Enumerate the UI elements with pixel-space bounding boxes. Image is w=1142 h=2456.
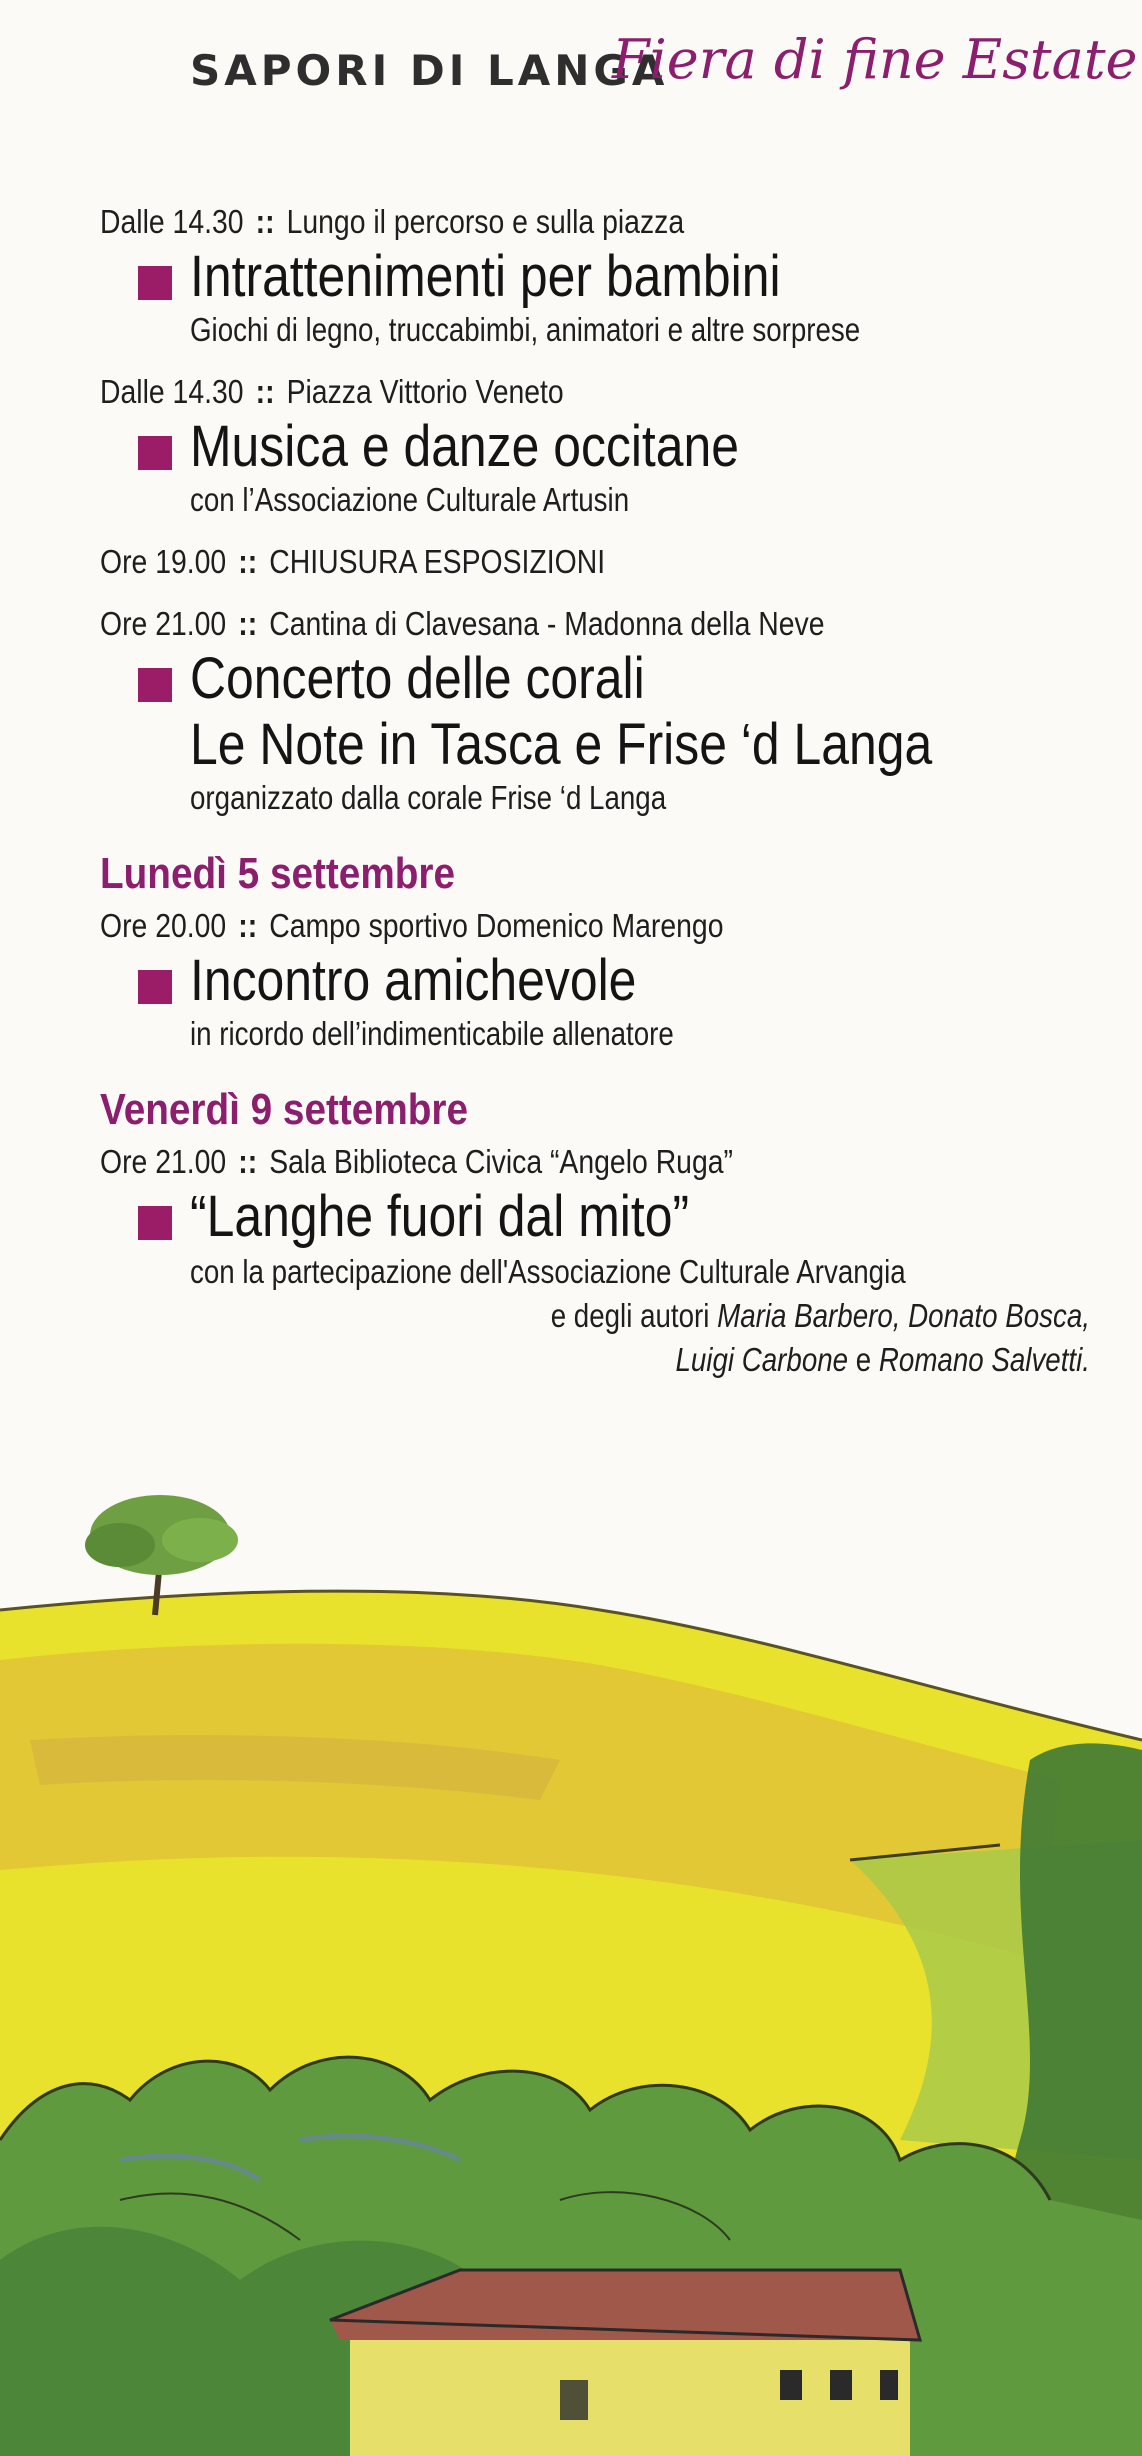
event-title: Incontro amichevole	[190, 948, 637, 1013]
event-time: Ore 21.00	[100, 1143, 227, 1180]
time-line	[100, 904, 943, 948]
day-heading: Venerdì 9 settembre	[100, 1085, 469, 1134]
separator: ::	[238, 543, 258, 580]
event-title: “Langhe fuori dal mito”	[190, 1184, 690, 1249]
event-title: Intrattenimenti per bambini	[190, 244, 781, 309]
event-place: Campo sportivo Domenico Marengo	[269, 907, 724, 944]
event-time: Dalle 14.30	[100, 373, 244, 410]
author-name: Luigi Carbone	[675, 1341, 849, 1378]
event-place: CHIUSURA ESPOSIZIONI	[269, 543, 606, 580]
farmhouse-icon	[330, 2270, 920, 2456]
event-title-line2: Le Note in Tasca e Frise ‘d Langa	[190, 712, 933, 777]
closing-entry	[100, 540, 1080, 584]
credit-line	[334, 1338, 1090, 1382]
credit-line: con la partecipazione dell'Associazione Culturale Arvangia	[190, 1253, 906, 1290]
author-names: Maria Barbero, Donato Bosca,	[717, 1297, 1090, 1334]
fair-title-script: Fiera di fine Estate	[612, 28, 1138, 91]
event-credits	[190, 1250, 1090, 1382]
event-title: Concerto delle corali	[190, 646, 645, 711]
separator: ::	[238, 907, 258, 944]
separator: ::	[255, 203, 275, 240]
event-time: Dalle 14.30	[100, 203, 244, 240]
credit-prefix: e degli autori	[550, 1297, 718, 1334]
time-line	[100, 1140, 943, 1184]
event-subtitle: organizzato dalla corale Frise ‘d Langa	[190, 779, 667, 816]
event-body	[138, 244, 1080, 350]
day-heading: Lunedì 5 settembre	[100, 849, 456, 898]
event-subtitle: Giochi di legno, truccabimbi, animatori e altre sorprese	[190, 311, 861, 348]
time-line	[100, 370, 943, 414]
event-time: Ore 20.00	[100, 907, 227, 944]
bullet-square-icon	[138, 266, 172, 300]
bullet-square-icon	[138, 668, 172, 702]
event-subtitle: in ricordo dell’indimenticabile allenatore	[190, 1015, 674, 1052]
event-place: Sala Biblioteca Civica “Angelo Ruga”	[269, 1143, 733, 1180]
program-list	[100, 200, 1090, 1402]
time-line	[100, 602, 943, 646]
day-section-friday	[100, 1080, 1090, 1382]
event-time: Ore 19.00	[100, 543, 227, 580]
event-body	[138, 646, 1080, 818]
bullet-square-icon	[138, 436, 172, 470]
credit-conjunction: e	[848, 1341, 879, 1378]
event-entry	[100, 370, 1080, 520]
event-title: Musica e danze occitane	[190, 414, 740, 479]
bullet-square-icon	[138, 970, 172, 1004]
bullet-square-icon	[138, 1206, 172, 1240]
brand-title: SAPORI DI LANGA	[190, 46, 669, 95]
time-line	[100, 200, 943, 244]
event-place: Piazza Vittorio Veneto	[286, 373, 564, 410]
event-entry	[100, 602, 1080, 818]
credit-line	[334, 1294, 1090, 1338]
event-time: Ore 21.00	[100, 605, 227, 642]
author-name: Romano Salvetti.	[878, 1341, 1090, 1378]
event-body	[138, 414, 1080, 520]
day-section-monday	[100, 844, 1080, 1054]
event-place: Cantina di Clavesana - Madonna della Neve	[269, 605, 825, 642]
header	[0, 28, 1142, 118]
event-subtitle: con l’Associazione Culturale Artusin	[190, 481, 630, 518]
separator: ::	[255, 373, 275, 410]
event-body	[138, 948, 1080, 1054]
separator: ::	[238, 605, 258, 642]
landscape-illustration	[0, 1440, 1142, 2456]
time-line	[100, 540, 943, 584]
event-body	[138, 1184, 1090, 1382]
separator: ::	[238, 1143, 258, 1180]
event-entry	[100, 200, 1080, 350]
event-place: Lungo il percorso e sulla piazza	[286, 203, 685, 240]
